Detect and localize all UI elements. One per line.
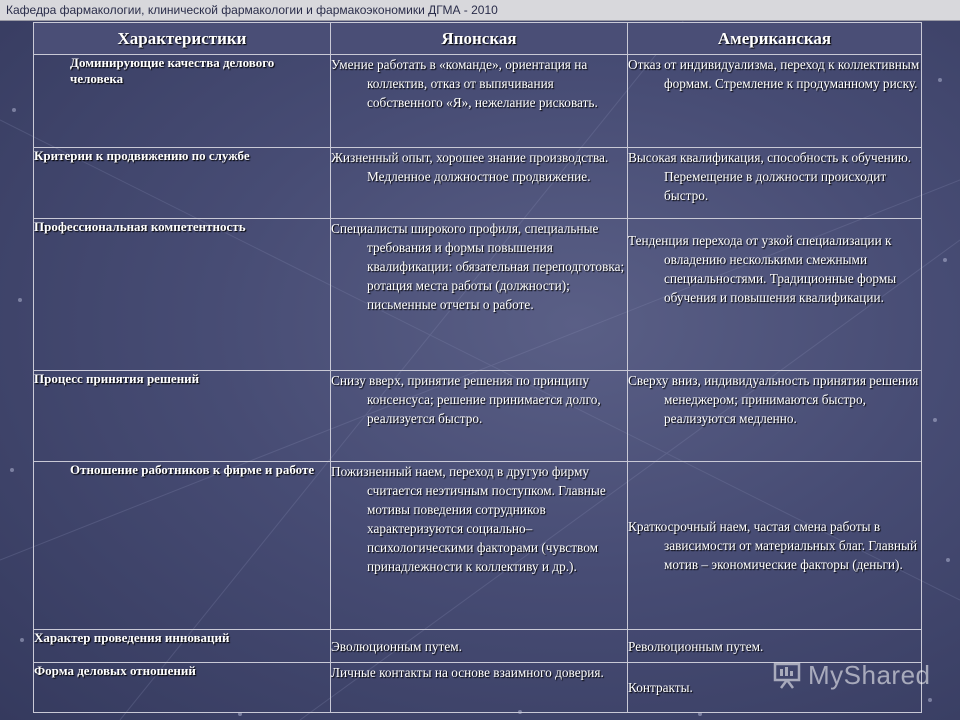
- american-cell-text: Краткосрочный наем, частая смена работы в зависимости от материальных благ. Главный мотив – экономические факторы (деньги).: [628, 519, 918, 572]
- row-label: [34, 462, 331, 630]
- watermark-text: MyShared: [808, 659, 931, 690]
- table-row: [34, 148, 922, 219]
- row-label-text: Характер проведения инноваций: [34, 630, 230, 645]
- table-row: [34, 462, 922, 630]
- american-cell: [628, 371, 922, 462]
- row-label: [34, 663, 331, 713]
- american-cell-text: Отказ от индивидуализма, переход к коллективным формам. Стремление к продуманному риску.: [628, 57, 920, 91]
- slide-header-bar: [0, 0, 960, 21]
- japanese-cell-text: Жизненный опыт, хорошее знание производства. Медленное должностное продвижение.: [331, 150, 609, 184]
- row-label-text: Критерии к продвижению по службе: [34, 148, 250, 163]
- japanese-cell-text: Эволюционным путем.: [331, 638, 463, 654]
- american-cell: [628, 55, 922, 148]
- table-row: [34, 219, 922, 371]
- row-label: [34, 371, 331, 462]
- table-row: [34, 371, 922, 462]
- table-header-row: [34, 23, 922, 55]
- japanese-cell-text: Личные контакты на основе взаимного доверия.: [331, 665, 604, 680]
- american-cell-text: Тенденция перехода от узкой специализации к овладению несколькими смежными специальностями. Традиционные формы обучения и повышения квалификации.: [628, 233, 897, 305]
- table-row: [34, 55, 922, 148]
- japanese-cell: [331, 630, 628, 663]
- presentation-icon: [772, 660, 802, 690]
- watermark: [772, 660, 931, 690]
- comparison-table: [33, 22, 922, 713]
- american-cell-text: Сверху вниз, индивидуальность принятия решения менеджером; принимаются быстро, реализуются медленно.: [628, 373, 919, 426]
- japanese-cell: [331, 371, 628, 462]
- american-cell-text: Высокая квалификация, способность к обучению. Перемещение в должности происходит быстро.: [628, 150, 912, 203]
- japanese-cell: [331, 55, 628, 148]
- table-row: [34, 630, 922, 663]
- row-label-text: Форма деловых отношений: [34, 663, 196, 678]
- row-label: [34, 148, 331, 219]
- american-cell-text: Контракты.: [628, 680, 693, 695]
- japanese-cell: [331, 462, 628, 630]
- american-cell: [628, 148, 922, 219]
- row-label: [34, 630, 331, 663]
- american-cell: [628, 462, 922, 630]
- american-cell: [628, 219, 922, 371]
- row-label: [34, 55, 331, 148]
- column-header-characteristics: Характеристики: [34, 23, 331, 55]
- japanese-cell-text: Специалисты широкого профиля, специальные требования и формы повышения квалификации: обязательная переподготовка; ротация места работы (должности); письменные отчеты о работе.: [331, 221, 625, 312]
- column-header-american: Американская: [628, 23, 922, 55]
- column-header-japanese: Японская: [331, 23, 628, 55]
- japanese-cell: [331, 663, 628, 713]
- japanese-cell-text: Пожизненный наем, переход в другую фирму считается неэтичным поступком. Главные мотивы поведения сотрудников характеризуются социально–психологическими факторами (чувством принадлежности к коллективу и др.).: [331, 464, 606, 574]
- row-label-text: Процесс принятия решений: [34, 371, 200, 386]
- japanese-cell-text: Снизу вверх, принятие решения по принципу консенсуса; решение принимается долго, реализуется быстро.: [331, 373, 601, 426]
- japanese-cell-text: Умение работать в «команде», ориентация на коллектив, отказ от выпячивания собственного «Я», нежелание рисковать.: [331, 57, 598, 110]
- row-label-text: Отношение работников к фирме и работе: [70, 462, 315, 477]
- row-label: [34, 219, 331, 371]
- american-cell: [628, 630, 922, 663]
- slide-header-text: Кафедра фармакологии, клинической фармакологии и фармакоэкономики ДГМА - 2010: [6, 3, 498, 17]
- row-label-text: Доминирующие качества делового человека: [70, 55, 275, 86]
- american-cell-text: Революционным путем.: [628, 638, 764, 654]
- row-label-text: Профессиональная компетентность: [34, 219, 246, 234]
- japanese-cell: [331, 148, 628, 219]
- japanese-cell: [331, 219, 628, 371]
